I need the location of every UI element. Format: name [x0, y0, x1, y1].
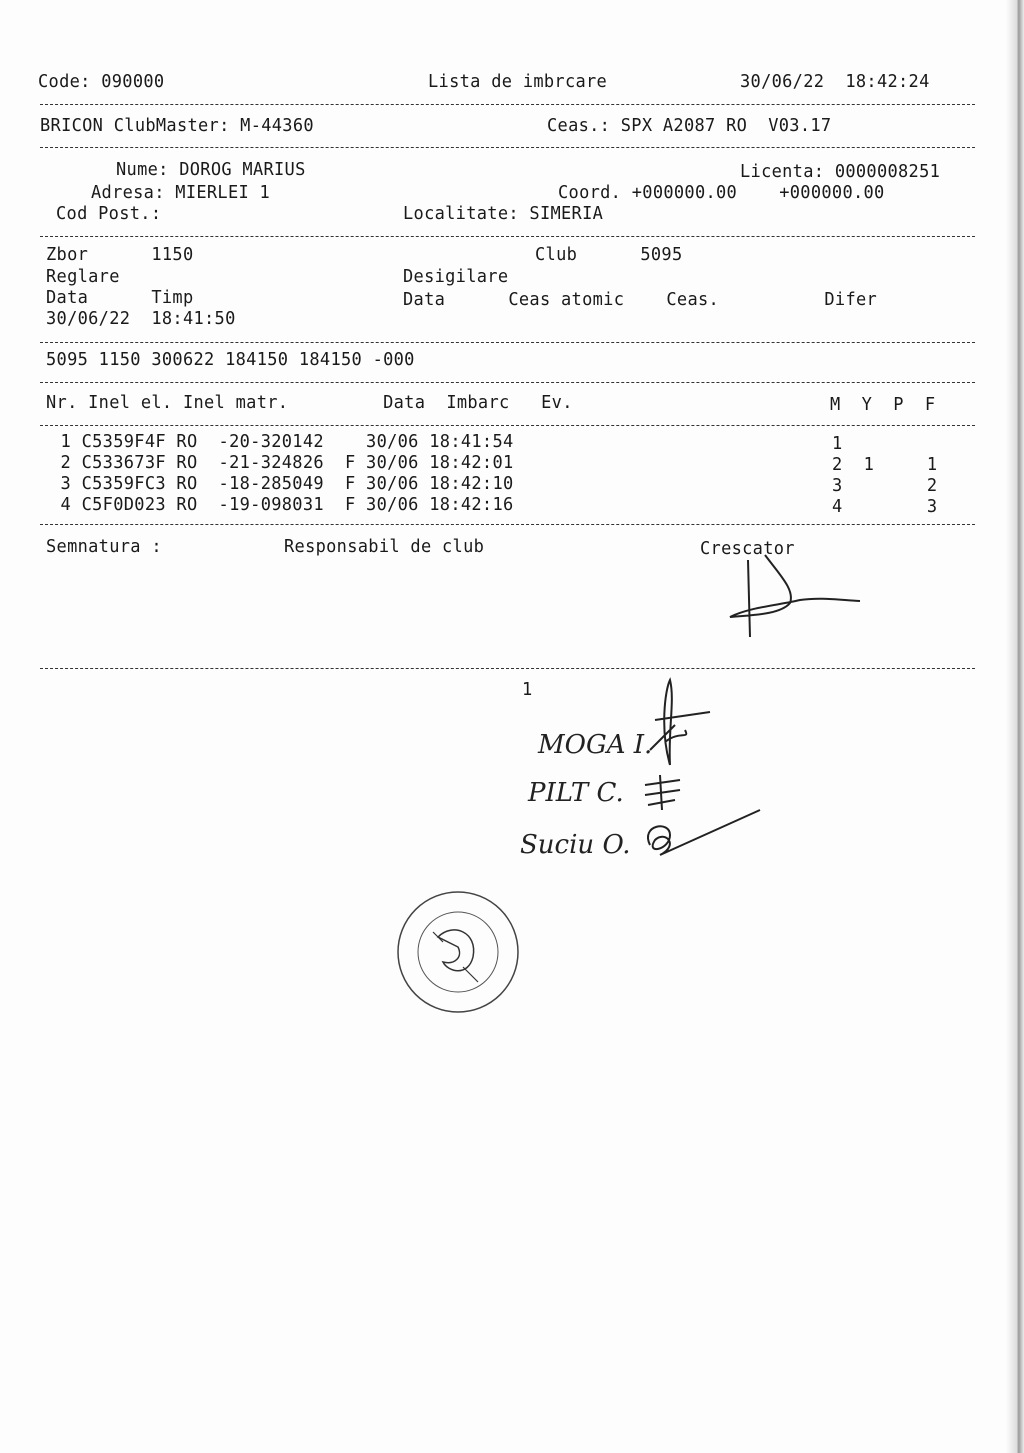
- desigilare-columns: Data Ceas atomic Ceas. Difer: [403, 289, 878, 311]
- table-header: Nr. Inel el. Inel matr. Data Imbarc Ev.: [46, 392, 573, 414]
- owner-address: Adresa: MIERLEI 1: [91, 182, 271, 204]
- reglare-values: 30/06/22 18:41:50: [46, 308, 236, 330]
- table-row-flags: 2 1 1: [832, 454, 938, 476]
- flight-summary: 5095 1150 300622 184150 184150 -000: [46, 349, 415, 371]
- club-stamp: [393, 887, 523, 1017]
- divider: [40, 382, 975, 383]
- document-title: Lista de imbrcare: [428, 71, 608, 93]
- clock-id: Ceas.: SPX A2087 RO V03.17: [547, 115, 832, 137]
- code-label: Code: 090000: [38, 71, 165, 93]
- divider: [40, 236, 975, 237]
- divider: [40, 342, 975, 343]
- desigilare-label: Desigilare: [403, 266, 509, 288]
- divider: [40, 104, 975, 105]
- handwritten-name: PILT C.: [528, 778, 624, 808]
- breeder-label: Crescator: [700, 538, 795, 560]
- handwritten-name: MOGA I.: [538, 730, 653, 760]
- table-row-flags: 3 2: [832, 475, 938, 497]
- owner-name: Nume: DOROG MARIUS: [116, 159, 306, 181]
- table-row-flags: 4 3: [832, 496, 938, 518]
- divider: [40, 524, 975, 525]
- handwritten-name: Suciu O.: [520, 830, 631, 860]
- table-row: 3 C5359FC3 RO -18-285049 F 30/06 18:42:10: [50, 473, 514, 495]
- reglare-columns: Data Timp: [46, 287, 194, 309]
- page-number: 1: [522, 679, 533, 701]
- club-number: Club 5095: [535, 244, 683, 266]
- reglare-label: Reglare: [46, 266, 120, 288]
- owner-coordinates: Coord. +000000.00 +000000.00: [558, 182, 885, 204]
- table-row: 1 C5359F4F RO -20-320142 30/06 18:41:54: [50, 431, 514, 453]
- owner-license: Licenta: 0000008251: [740, 161, 941, 183]
- table-row-flags: 1: [832, 433, 938, 455]
- divider: [40, 425, 975, 426]
- club-responsible-label: Responsabil de club: [284, 536, 485, 558]
- breeder-signature: [720, 545, 870, 645]
- print-datetime: 30/06/22 18:42:24: [740, 71, 930, 93]
- table-row: 4 C5F0D023 RO -19-098031 F 30/06 18:42:16: [50, 494, 514, 516]
- signature-label: Semnatura :: [46, 536, 162, 558]
- divider: [40, 147, 975, 148]
- clubmaster-id: BRICON ClubMaster: M-44360: [40, 115, 314, 137]
- committee-signatures: [640, 670, 780, 870]
- owner-postal-code: Cod Post.:: [56, 203, 162, 225]
- owner-locality: Localitate: SIMERIA: [403, 203, 604, 225]
- table-header-myPF: M Y P F: [830, 394, 936, 416]
- flight-number: Zbor 1150: [46, 244, 194, 266]
- divider: [40, 668, 975, 669]
- table-row: 2 C533673F RO -21-324826 F 30/06 18:42:01: [50, 452, 514, 474]
- scan-page-edge: [1006, 0, 1024, 1453]
